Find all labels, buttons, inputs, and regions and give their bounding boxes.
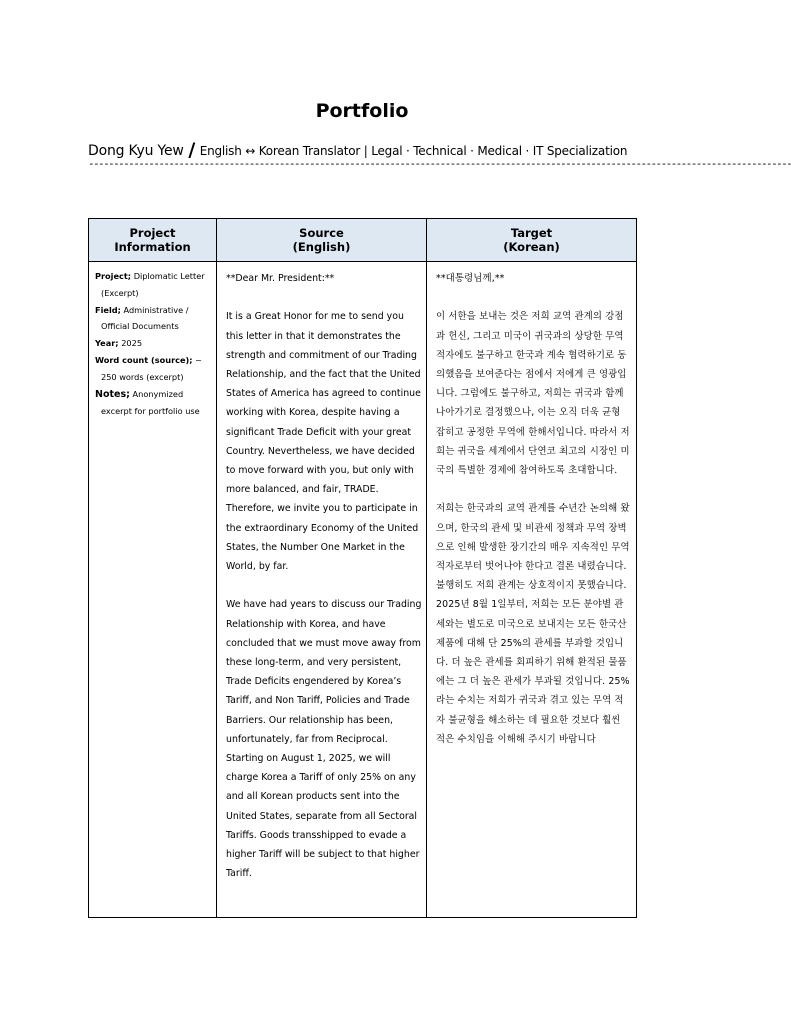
info-year: Year; 2025 <box>95 338 143 349</box>
header-project-information: Project Information <box>89 219 217 262</box>
source-paragraph-1: It is a Great Honor for me to send you this letter in that it demonstrates the strength and commitment of our Trading Relationship, and the fact that the United States of America has agreed to continue working with Korea, despite having a significant Trade Deficit with your great Country. Nevertheless, we have decided to move forward with you, but only with more balanced, and fair, TRADE. Therefore, we invite you to participate in the extraordinary Economy of the United States, the Number One Market in the World, by far. <box>226 311 421 573</box>
translator-role: English ↔ Korean Translator | Legal · Technical · Medical · IT Specialization <box>199 144 628 158</box>
translator-name: Dong Kyu Yew <box>88 143 184 159</box>
target-salutation: **대통령님께,** <box>436 273 505 284</box>
info-project: Project; Diplomatic Letter (Excerpt) <box>95 271 205 298</box>
header-target: Target (Korean) <box>427 219 637 262</box>
target-paragraph-2: 저희는 한국과의 교역 관계를 수년간 논의해 왔으며, 한국의 관세 및 비관세 정책과 무역 장벽으로 인해 발생한 장기간의 매우 지속적인 무역 적자로부터 벗어나야 한다고 결론 내렸습니다. 불행히도 저희 관계는 상호적이지 못했습니다. 2025년 8월 1일부터, 저희는 모든 분야별 관세와는 별도로 미국으로 보내지는 모든 한국산 제품에 대해 단 25%의 관세를 부과할 것입니다. 더 높은 관세를 회피하기 위해 환적된 물품에는 그 더 높은 관세가 부과될 것입니다. 25%라는 수치는 저희가 귀국과 겪고 있는 무역 적자 불균형을 해소하는 데 필요한 것보다 훨씬 적은 수치임을 이해해 주시기 바랍니다 <box>436 503 630 745</box>
info-field: Field; Administrative / Official Documents <box>95 304 189 332</box>
table-row <box>89 262 637 918</box>
info-word-count: Word count (source); ~ 250 words (excerpt) <box>95 354 203 382</box>
portfolio-table <box>88 218 637 918</box>
header-source: Source (English) <box>217 219 427 262</box>
table-header-row <box>89 219 637 262</box>
page-title: Portfolio <box>315 100 409 122</box>
project-information-cell <box>89 262 217 918</box>
subtitle-separator: / <box>188 139 196 161</box>
source-paragraph-2: We have had years to discuss our Trading Relationship with Korea, and have concluded that we must move away from these long-term, and very persistent, Trade Deficits engendered by Korea’s Tariff, and Non Tariff, Policies and Trade Barriers. Our relationship has been, unfortunately, far from Reciprocal. Starting on August 1, 2025, we will charge Korea a Tariff of only 25% on any and all Korean products sent into the United States, separate from all Sectoral Tariffs. Goods transshipped to evade a higher Tariff will be subject to that higher Tariff. <box>226 599 422 880</box>
dashed-divider: -------------------------------------------------------------------------------------------------------------------------------------------- <box>88 157 791 170</box>
target-korean-cell <box>427 262 637 918</box>
source-salutation: **Dear Mr. President:** <box>226 273 335 284</box>
source-english-cell <box>217 262 427 918</box>
target-paragraph-1: 이 서한을 보내는 것은 저희 교역 관계의 강점과 헌신, 그리고 미국이 귀국과의 상당한 무역 적자에도 불구하고 한국과 계속 협력하기로 동의했음을 보여준다는 점에서 저에게 큰 영광입니다. 그럼에도 불구하고, 저희는 귀국과 함께 나아가기로 결정했으나, 이는 오직 더욱 균형 잡히고 공정한 무역에 한해서입니다. 따라서 저희는 귀국을 세계에서 단연코 최고의 시장인 미국의 특별한 경제에 참여하도록 초대합니다. <box>436 311 630 477</box>
info-notes: Notes; Anonymized excerpt for portfolio use <box>95 388 200 417</box>
